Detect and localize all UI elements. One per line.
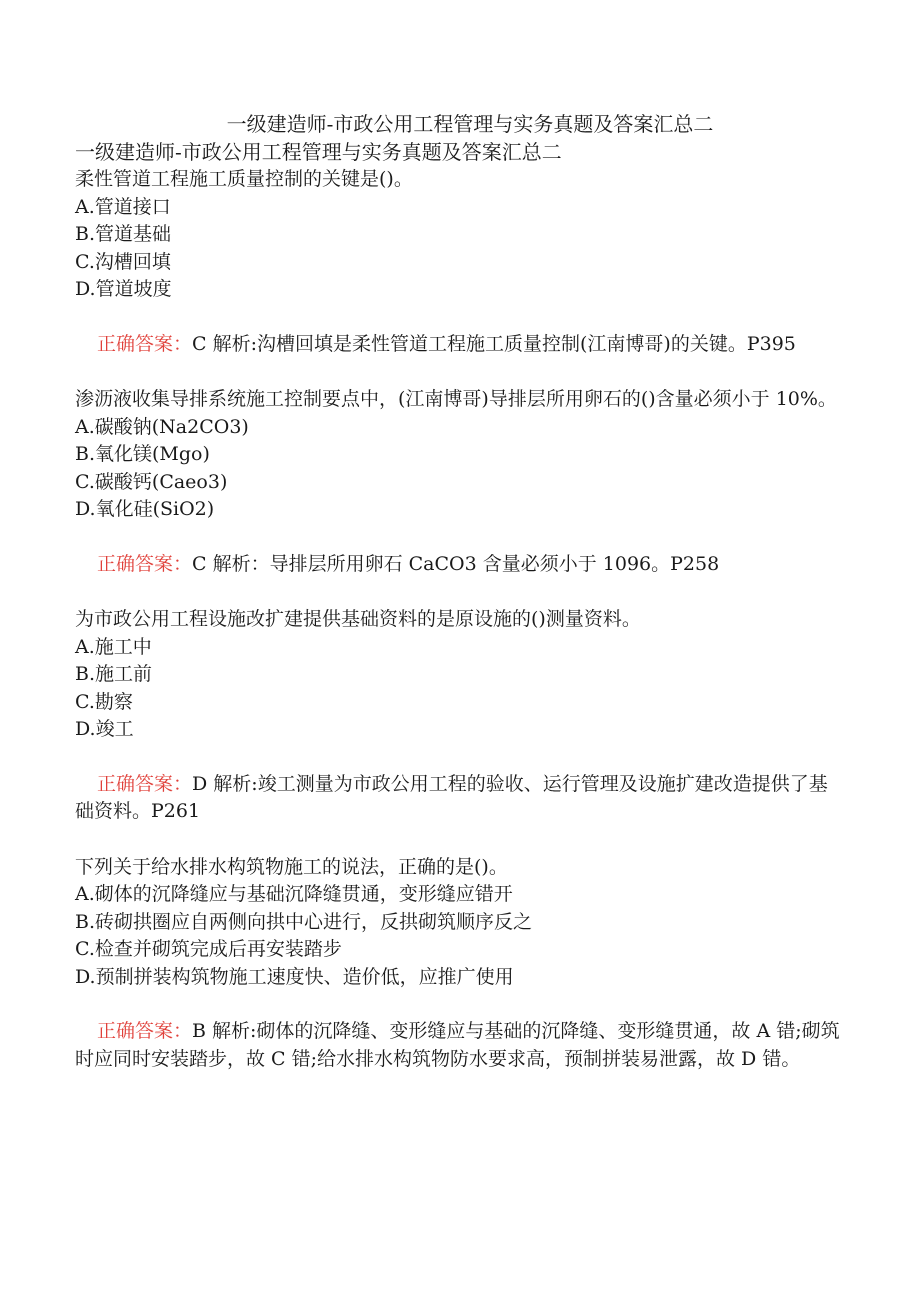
answer-explanation [75, 551, 845, 579]
answer-label: 正确答案： [97, 552, 193, 575]
option-a: A.管道接口 [75, 195, 171, 218]
question-3 [75, 606, 845, 826]
option-d: D.管道坡度 [75, 278, 172, 300]
option-d: D.竣工 [75, 718, 134, 740]
option-d: D.氧化硅(SiO2) [75, 498, 215, 520]
option-c: C.检查并砌筑完成后再安装踏步 [75, 938, 342, 960]
option-a: A.砌体的沉降缝应与基础沉降缝贯通，变形缝应错开 [75, 883, 513, 905]
question-stem: 为市政公用工程设施改扩建提供基础资料的是原设施的()测量资料。 [75, 608, 641, 630]
question-stem: 柔性管道工程施工质量控制的关键是()。 [75, 168, 413, 190]
answer-text: B 解析:砌体的沉降缝、变形缝应与基础的沉降缝、变形缝贯通，故 A 错;砌筑时应同时安装踏步，故 C 错;给水排水构筑物防水要求高，预制拼装易泄露，故 D 错。 [75, 1020, 840, 1070]
question-stem: 渗沥液收集导排系统施工控制要点中，(江南博哥)导排层所用卵石的()含量必须小于 10%。 [75, 388, 837, 410]
question-4 [75, 854, 845, 1074]
option-list [75, 634, 845, 744]
option-list [75, 414, 845, 524]
answer-explanation [75, 771, 845, 826]
option-c: C.碳酸钙(Caeo3) [75, 470, 228, 493]
option-list [75, 194, 845, 304]
answer-label: 正确答案： [97, 772, 193, 795]
answer-text: D 解析:竣工测量为市政公用工程的验收、运行管理及设施扩建改造提供了基础资料。P261 [75, 772, 828, 822]
document-subtitle: 一级建造师-市政公用工程管理与实务真题及答案汇总二 [75, 140, 562, 164]
document-page [75, 110, 845, 1101]
answer-label: 正确答案： [97, 332, 193, 355]
option-c: C.勘察 [75, 690, 133, 713]
option-b: B.管道基础 [75, 223, 172, 245]
answer-text: C 解析:沟槽回填是柔性管道工程施工质量控制(江南博哥)的关键。P395 [192, 332, 796, 355]
option-b: B.氧化镁(Mgo) [75, 443, 210, 465]
answer-text: C 解析：导排层所用卵石 CaCO3 含量必须小于 1096。P258 [192, 552, 720, 575]
answer-explanation [75, 331, 845, 359]
question-2 [75, 386, 845, 578]
option-b: B.施工前 [75, 663, 153, 685]
option-list [75, 881, 845, 991]
question-stem: 下列关于给水排水构筑物施工的说法，正确的是()。 [75, 855, 508, 878]
option-c: C.沟槽回填 [75, 250, 171, 273]
option-b: B.砖砌拱圈应自两侧向拱中心进行，反拱砌筑顺序反之 [75, 910, 533, 933]
option-a: A.施工中 [75, 635, 152, 658]
option-d: D.预制拼装构筑物施工速度快、造价低，应推广使用 [75, 965, 514, 988]
question-1 [75, 166, 845, 358]
answer-label: 正确答案： [97, 1020, 193, 1042]
answer-explanation [75, 1018, 845, 1073]
document-title: 一级建造师-市政公用工程管理与实务真题及答案汇总二 [226, 112, 714, 136]
option-a: A.碳酸钠(Na2CO3) [75, 415, 249, 438]
